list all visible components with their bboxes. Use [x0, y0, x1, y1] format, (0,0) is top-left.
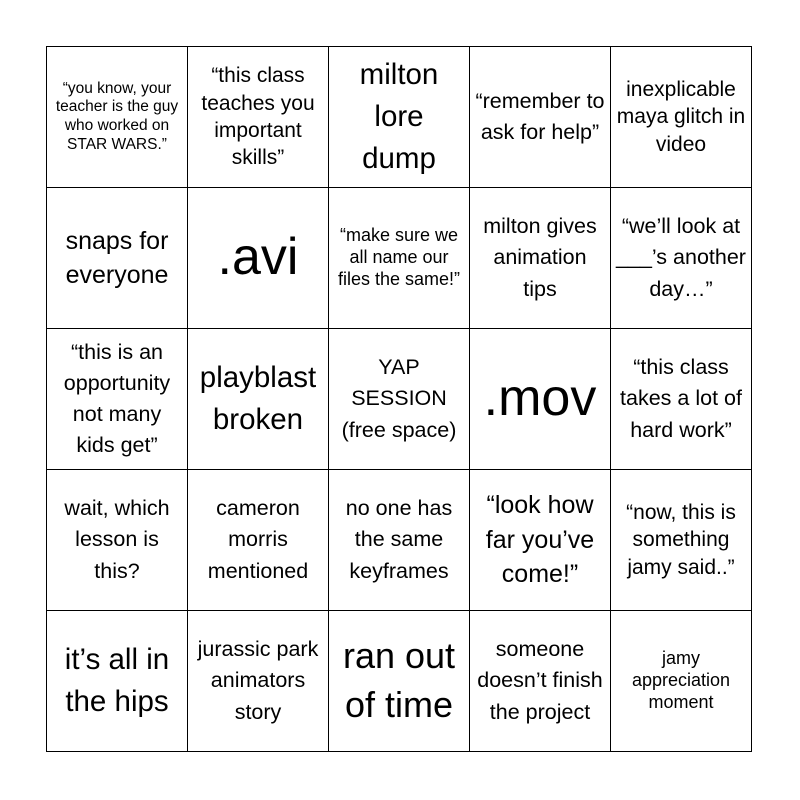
bingo-cell-r4-c4[interactable] [470, 470, 611, 611]
bingo-cell-text: “this class takes a lot of hard work” [620, 355, 742, 442]
bingo-cell-r2-c3[interactable] [329, 188, 470, 329]
bingo-cell-r2-c5[interactable] [611, 188, 752, 329]
bingo-cell-text: ran out of time [342, 635, 456, 725]
bingo-cell-text: jurassic park animators story [197, 637, 319, 724]
bingo-cell-text: cameron morris mentioned [207, 496, 309, 583]
bingo-cell-r4-c5[interactable] [611, 470, 752, 611]
bingo-cell-r5-c5[interactable] [611, 611, 752, 752]
bingo-cell-text: .avi [217, 228, 299, 287]
bingo-cell-text: “this class teaches you important skills” [201, 64, 315, 170]
bingo-cell-text: it’s all in the hips [64, 642, 170, 718]
bingo-cell-r5-c3[interactable] [329, 611, 470, 752]
bingo-cell-r3-c5[interactable] [611, 329, 752, 470]
bingo-cell-text: no one has the same keyframes [345, 496, 453, 583]
bingo-cell-r3-c1[interactable] [47, 329, 188, 470]
bingo-cell-r1-c3[interactable] [329, 47, 470, 188]
bingo-cell-text: “you know, your teacher is the guy who worked on STAR WARS.” [55, 79, 179, 153]
bingo-cell-r2-c1[interactable] [47, 188, 188, 329]
bingo-cell-text: milton gives animation tips [483, 214, 597, 301]
bingo-cell-r3-c2[interactable] [188, 329, 329, 470]
bingo-cell-text: .mov [483, 369, 597, 428]
bingo-cell-text: YAP SESSION (free space) [341, 355, 457, 442]
bingo-cell-r5-c2[interactable] [188, 611, 329, 752]
bingo-cell-r4-c1[interactable] [47, 470, 188, 611]
bingo-board [46, 46, 752, 752]
bingo-cell-text: “make sure we all name our files the same!” [337, 225, 461, 289]
bingo-cell-text: “look how far you’ve come!” [485, 491, 595, 589]
bingo-cell-r1-c1[interactable] [47, 47, 188, 188]
bingo-cell-r2-c4[interactable] [470, 188, 611, 329]
bingo-cell-text: snaps for everyone [65, 226, 169, 289]
bingo-cell-text: “this is an opportunity not many kids get” [63, 339, 171, 458]
bingo-cell-r5-c4[interactable] [470, 611, 611, 752]
bingo-cell-text: jamy appreciation moment [631, 648, 731, 712]
bingo-cell-r1-c4[interactable] [470, 47, 611, 188]
bingo-cell-text: milton lore dump [359, 57, 439, 176]
bingo-cell-text: playblast broken [199, 360, 317, 436]
bingo-cell-text: inexplicable maya glitch in video [616, 78, 746, 156]
bingo-cell-text: “remember to ask for help” [475, 88, 605, 144]
bingo-cell-r1-c2[interactable] [188, 47, 329, 188]
bingo-cell-free-space[interactable] [329, 329, 470, 470]
bingo-cell-r1-c5[interactable] [611, 47, 752, 188]
bingo-cell-r3-c4[interactable] [470, 329, 611, 470]
bingo-cell-text: “now, this is something jamy said..” [626, 501, 736, 579]
bingo-cell-r2-c2[interactable] [188, 188, 329, 329]
bingo-cell-r5-c1[interactable] [47, 611, 188, 752]
bingo-cell-r4-c3[interactable] [329, 470, 470, 611]
bingo-cell-r4-c2[interactable] [188, 470, 329, 611]
bingo-cell-text: someone doesn’t finish the project [477, 637, 603, 724]
bingo-cell-text: wait, which lesson is this? [64, 496, 170, 583]
bingo-cell-text: “we’ll look at ___’s another day…” [616, 214, 746, 301]
